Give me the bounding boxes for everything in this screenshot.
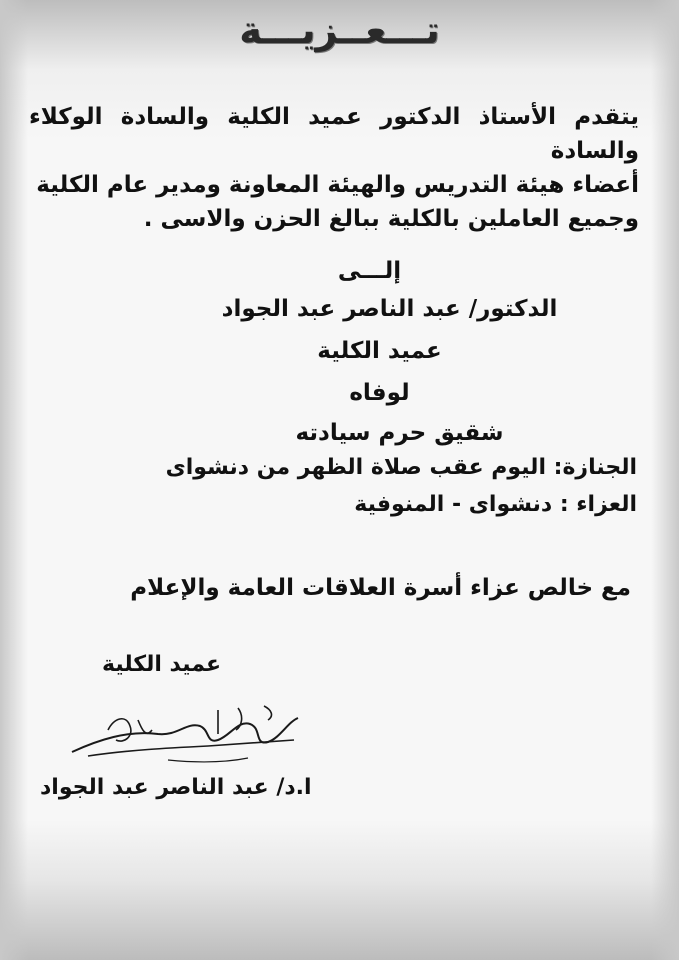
intro-line-3: وجميع العاملين بالكلية ببالغ الحزن والاسى . (143, 206, 639, 232)
recipient-position: عميد الكلية (317, 338, 442, 364)
intro-paragraph (29, 100, 639, 236)
condolence-place: العزاء : دنشواى - المنوفية (354, 492, 637, 517)
intro-line-1: يتقدم الأستاذ الدكتور عميد الكلية والسادة الوكلاء والسادة (29, 104, 639, 164)
handwritten-signature (68, 700, 308, 770)
intro-line-2: أعضاء هيئة التدريس والهيئة المعاونة ومدير عام الكلية (36, 172, 639, 198)
reason-text: لوفاه (349, 380, 410, 406)
signatory-name: ا.د/ عبد الناصر عبد الجواد (40, 775, 312, 800)
relation-text: شقيق حرم سيادته (295, 420, 504, 446)
funeral-info: الجنازة: اليوم عقب صلاة الظهر من دنشواى (165, 455, 637, 480)
to-label: إلـــى (337, 258, 402, 284)
closing-line: مع خالص عزاء أسرة العلاقات العامة والإعلام (130, 575, 631, 601)
signatory-title: عميد الكلية (102, 652, 222, 677)
document-title: تـــعــزيـــة (239, 8, 440, 52)
recipient-name: الدكتور/ عبد الناصر عبد الجواد (221, 296, 558, 322)
